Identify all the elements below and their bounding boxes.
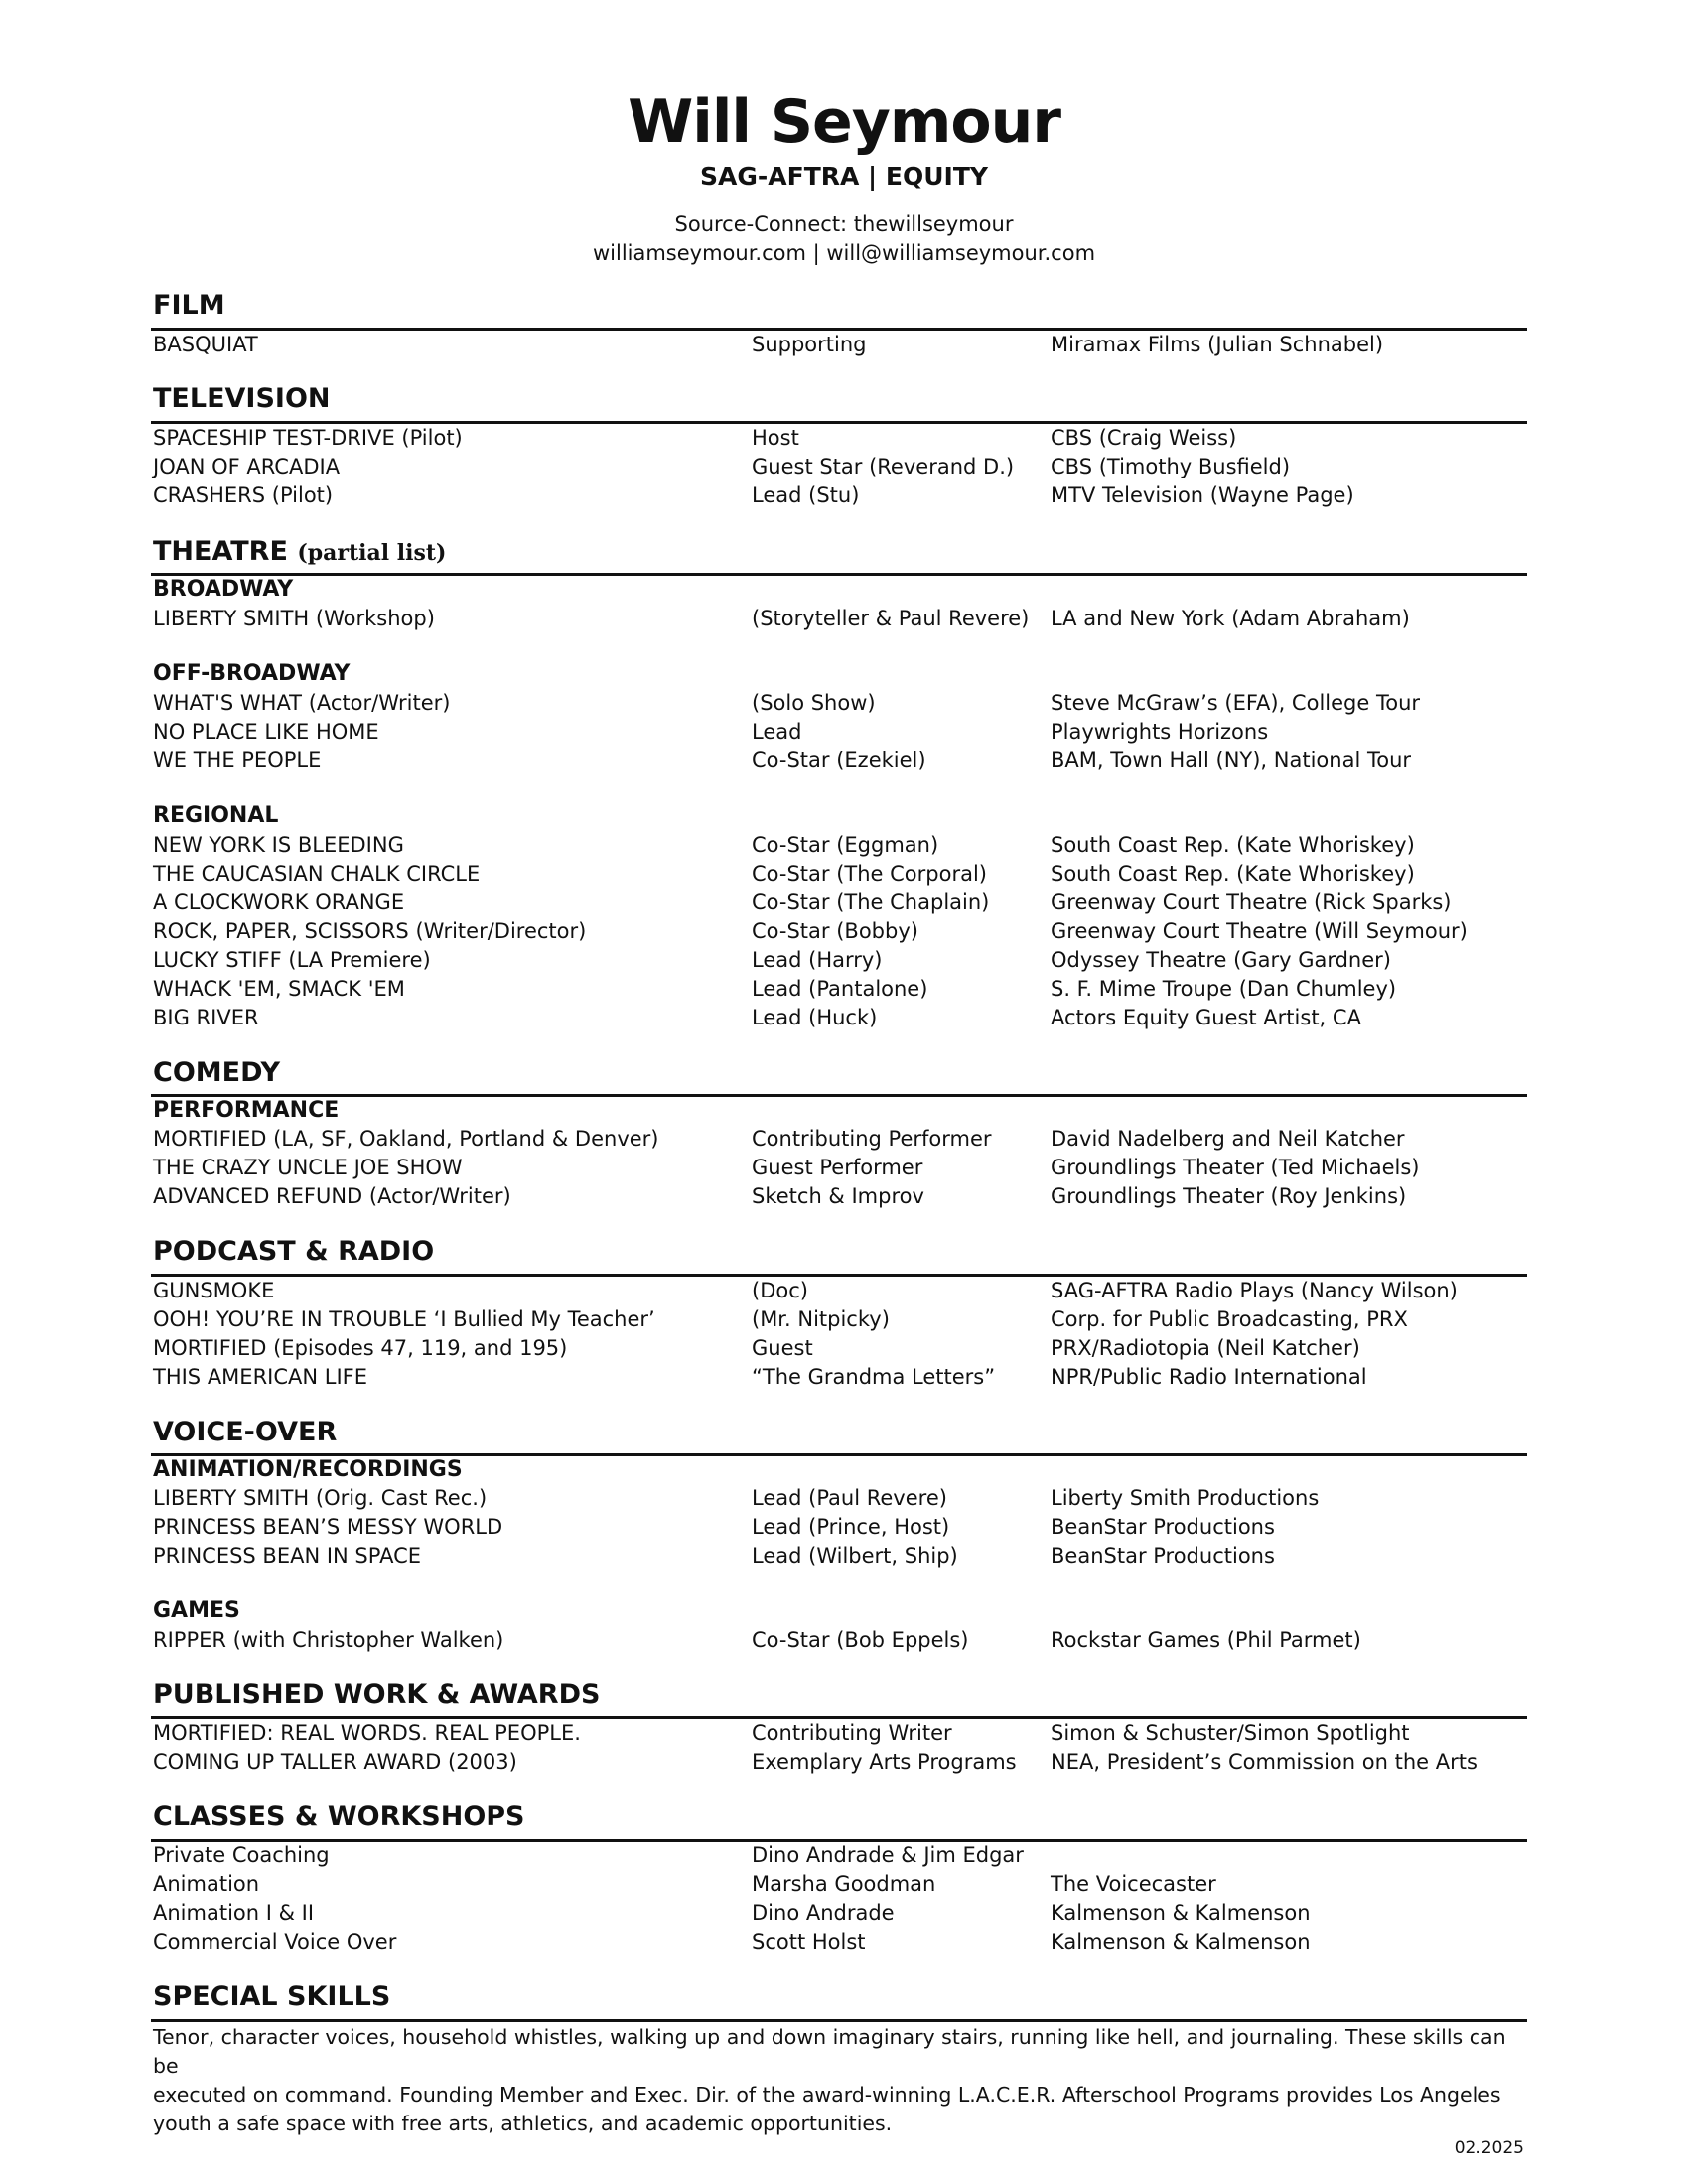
credit-role: Lead (Harry) xyxy=(752,948,883,972)
credit-row xyxy=(0,1336,1688,1365)
website-email: williamseymour.com | will@williamseymour.com xyxy=(592,241,1096,265)
credit-title: LIBERTY SMITH (Orig. Cast Rec.) xyxy=(153,1486,488,1510)
class-teacher: Dino Andrade & Jim Edgar xyxy=(752,1843,1024,1867)
credit-row xyxy=(0,607,1688,635)
section-published-title: PUBLISHED WORK & AWARDS xyxy=(153,1679,601,1709)
credit-row xyxy=(0,890,1688,919)
credit-company: SAG-AFTRA Radio Plays (Nancy Wilson) xyxy=(1051,1279,1458,1302)
class-row xyxy=(0,1930,1688,1959)
credit-company: Greenway Court Theatre (Rick Sparks) xyxy=(1051,890,1452,914)
theatre-subtitle: (partial list) xyxy=(297,540,447,566)
credit-title: PRINCESS BEAN’S MESSY WORLD xyxy=(153,1515,503,1539)
credit-title: LUCKY STIFF (LA Premiere) xyxy=(153,948,431,972)
credit-row xyxy=(0,1156,1688,1184)
credit-title: NEW YORK IS BLEEDING xyxy=(153,833,404,857)
subhead-broadway: BROADWAY xyxy=(153,577,294,602)
credit-row xyxy=(0,1750,1688,1779)
section-podcast-title: PODCAST & RADIO xyxy=(153,1236,435,1267)
credit-title: SPACESHIP TEST-DRIVE (Pilot) xyxy=(153,426,463,450)
credit-role: “The Grandma Letters” xyxy=(752,1365,996,1389)
credit-title: THE CRAZY UNCLE JOE SHOW xyxy=(153,1156,463,1179)
section-film-title: FILM xyxy=(153,290,225,321)
source-connect: Source-Connect: thewillseymour xyxy=(674,212,1014,236)
credit-title: CRASHERS (Pilot) xyxy=(153,483,334,507)
credit-title: PRINCESS BEAN IN SPACE xyxy=(153,1544,422,1568)
credit-row xyxy=(0,977,1688,1006)
credit-row xyxy=(0,948,1688,977)
credit-row xyxy=(0,1279,1688,1307)
class-row xyxy=(0,1843,1688,1872)
credit-company: David Nadelberg and Neil Katcher xyxy=(1051,1127,1405,1151)
credit-role: (Doc) xyxy=(752,1279,808,1302)
credit-company: BeanStar Productions xyxy=(1051,1544,1275,1568)
credit-title: WE THE PEOPLE xyxy=(153,749,322,772)
class-name: Animation I & II xyxy=(153,1901,315,1925)
credit-company: Rockstar Games (Phil Parmet) xyxy=(1051,1628,1361,1652)
credit-company: Greenway Court Theatre (Will Seymour) xyxy=(1051,919,1468,943)
skills-line: Tenor, character voices, household whistles, walking up and down imaginary stairs, running like hell, and journaling. These skills can be xyxy=(153,2025,1506,2078)
credit-role: Lead (Stu) xyxy=(752,483,860,507)
credit-role: Exemplary Arts Programs xyxy=(752,1750,1017,1774)
credit-company: Steve McGraw’s (EFA), College Tour xyxy=(1051,691,1421,715)
section-divider xyxy=(151,1716,1527,1719)
credit-row xyxy=(0,455,1688,483)
credit-row xyxy=(0,749,1688,777)
credit-title: GUNSMOKE xyxy=(153,1279,275,1302)
credit-role: (Storyteller & Paul Revere) xyxy=(752,607,1030,630)
credit-title: OOH! YOU’RE IN TROUBLE ‘I Bullied My Teacher’ xyxy=(153,1307,655,1331)
class-teacher: Marsha Goodman xyxy=(752,1872,936,1896)
credit-row xyxy=(0,1486,1688,1515)
credit-role: (Mr. Nitpicky) xyxy=(752,1307,890,1331)
credit-row xyxy=(0,1721,1688,1750)
credit-company: PRX/Radiotopia (Neil Katcher) xyxy=(1051,1336,1360,1360)
credit-company: NPR/Public Radio International xyxy=(1051,1365,1367,1389)
credit-role: Co-Star (The Chaplain) xyxy=(752,890,990,914)
section-divider xyxy=(151,2019,1527,2022)
credit-company: BAM, Town Hall (NY), National Tour xyxy=(1051,749,1412,772)
credit-role: Guest Performer xyxy=(752,1156,923,1179)
credit-title: BASQUIAT xyxy=(153,333,258,356)
subhead-games: GAMES xyxy=(153,1598,240,1623)
credit-title: JOAN OF ARCADIA xyxy=(153,455,341,478)
class-name: Animation xyxy=(153,1872,260,1896)
section-skills-title: SPECIAL SKILLS xyxy=(153,1981,391,2012)
credit-role: Contributing Performer xyxy=(752,1127,992,1151)
class-row xyxy=(0,1901,1688,1930)
class-teacher: Scott Holst xyxy=(752,1930,866,1954)
skills-line: youth a safe space with free arts, athletics, and academic opportunities. xyxy=(153,2112,893,2135)
section-divider xyxy=(151,1094,1527,1097)
class-venue: Kalmenson & Kalmenson xyxy=(1051,1901,1311,1925)
credit-company: Groundlings Theater (Roy Jenkins) xyxy=(1051,1184,1407,1208)
credit-row xyxy=(0,483,1688,512)
class-venue: The Voicecaster xyxy=(1051,1872,1216,1896)
credit-role: Guest Star (Reverand D.) xyxy=(752,455,1015,478)
credit-title: NO PLACE LIKE HOME xyxy=(153,720,379,744)
class-name: Private Coaching xyxy=(153,1843,330,1867)
section-theatre-title xyxy=(153,536,446,567)
credit-title: MORTIFIED (LA, SF, Oakland, Portland & Denver) xyxy=(153,1127,659,1151)
credit-company: South Coast Rep. (Kate Whoriskey) xyxy=(1051,833,1415,857)
section-divider xyxy=(151,1453,1527,1456)
credit-role: Contributing Writer xyxy=(752,1721,952,1745)
credit-row xyxy=(0,426,1688,455)
subhead-regional: REGIONAL xyxy=(153,803,279,828)
credit-company: Actors Equity Guest Artist, CA xyxy=(1051,1006,1361,1029)
credit-company: Groundlings Theater (Ted Michaels) xyxy=(1051,1156,1420,1179)
credit-title: THIS AMERICAN LIFE xyxy=(153,1365,368,1389)
credit-row xyxy=(0,1006,1688,1034)
subhead-off-broadway: OFF-BROADWAY xyxy=(153,661,351,686)
credit-row xyxy=(0,1365,1688,1394)
credit-title: COMING UP TALLER AWARD (2003) xyxy=(153,1750,517,1774)
credit-company: Corp. for Public Broadcasting, PRX xyxy=(1051,1307,1408,1331)
credit-role: Co-Star (Eggman) xyxy=(752,833,939,857)
credit-role: Lead xyxy=(752,720,802,744)
credit-row xyxy=(0,833,1688,862)
credit-company: Odyssey Theatre (Gary Gardner) xyxy=(1051,948,1391,972)
skills-line: executed on command. Founding Member and Exec. Dir. of the award-winning L.A.C.E.R. Afterschool Programs provides Los Angeles xyxy=(153,2083,1501,2107)
credit-row xyxy=(0,862,1688,890)
credit-company: Playwrights Horizons xyxy=(1051,720,1269,744)
credit-role: Supporting xyxy=(752,333,867,356)
class-name: Commercial Voice Over xyxy=(153,1930,397,1954)
credit-title: WHAT'S WHAT (Actor/Writer) xyxy=(153,691,451,715)
credit-company: NEA, President’s Commission on the Arts xyxy=(1051,1750,1477,1774)
contact-block xyxy=(0,210,1688,268)
credit-title: RIPPER (with Christopher Walken) xyxy=(153,1628,504,1652)
class-venue: Kalmenson & Kalmenson xyxy=(1051,1930,1311,1954)
credit-role: Lead (Prince, Host) xyxy=(752,1515,950,1539)
credit-title: BIG RIVER xyxy=(153,1006,259,1029)
section-divider xyxy=(151,421,1527,424)
credit-row xyxy=(0,919,1688,948)
credit-company: Miramax Films (Julian Schnabel) xyxy=(1051,333,1384,356)
section-voiceover-title: VOICE-OVER xyxy=(153,1417,338,1447)
credit-role: Co-Star (Bobby) xyxy=(752,919,918,943)
union-affiliations: SAG-AFTRA | EQUITY xyxy=(700,162,988,191)
credit-company: CBS (Craig Weiss) xyxy=(1051,426,1237,450)
credit-company: MTV Television (Wayne Page) xyxy=(1051,483,1354,507)
credit-row xyxy=(0,1628,1688,1657)
skills-paragraph xyxy=(153,2023,1527,2138)
credit-title: THE CAUCASIAN CHALK CIRCLE xyxy=(153,862,481,886)
subhead-performance: PERFORMANCE xyxy=(153,1098,340,1123)
credit-company: BeanStar Productions xyxy=(1051,1515,1275,1539)
credit-title: LIBERTY SMITH (Workshop) xyxy=(153,607,435,630)
credit-row xyxy=(0,1515,1688,1544)
credit-role: (Solo Show) xyxy=(752,691,876,715)
credit-row xyxy=(0,333,1688,361)
section-divider xyxy=(151,1839,1527,1842)
credit-row xyxy=(0,1544,1688,1572)
credit-role: Co-Star (The Corporal) xyxy=(752,862,987,886)
class-teacher: Dino Andrade xyxy=(752,1901,895,1925)
credit-row xyxy=(0,691,1688,720)
credit-company: Liberty Smith Productions xyxy=(1051,1486,1320,1510)
section-television-title: TELEVISION xyxy=(153,383,331,414)
credit-company: LA and New York (Adam Abraham) xyxy=(1051,607,1410,630)
credit-role: Lead (Wilbert, Ship) xyxy=(752,1544,958,1568)
section-divider xyxy=(151,1274,1527,1277)
credit-role: Co-Star (Ezekiel) xyxy=(752,749,926,772)
credit-role: Host xyxy=(752,426,799,450)
credit-title: ROCK, PAPER, SCISSORS (Writer/Director) xyxy=(153,919,587,943)
credit-role: Lead (Huck) xyxy=(752,1006,878,1029)
credit-title: MORTIFIED: REAL WORDS. REAL PEOPLE. xyxy=(153,1721,581,1745)
section-comedy-title: COMEDY xyxy=(153,1057,281,1088)
credit-title: A CLOCKWORK ORANGE xyxy=(153,890,405,914)
credit-company: South Coast Rep. (Kate Whoriskey) xyxy=(1051,862,1415,886)
credit-row xyxy=(0,1307,1688,1336)
subhead-animation: ANIMATION/RECORDINGS xyxy=(153,1457,463,1482)
section-classes-title: CLASSES & WORKSHOPS xyxy=(153,1801,525,1832)
actor-name: Will Seymour xyxy=(628,87,1060,157)
credit-role: Co-Star (Bob Eppels) xyxy=(752,1628,969,1652)
credit-title: ADVANCED REFUND (Actor/Writer) xyxy=(153,1184,511,1208)
section-divider xyxy=(151,573,1527,576)
credit-role: Lead (Pantalone) xyxy=(752,977,928,1001)
credit-row xyxy=(0,720,1688,749)
class-row xyxy=(0,1872,1688,1901)
credit-row xyxy=(0,1184,1688,1213)
credit-title: WHACK 'EM, SMACK 'EM xyxy=(153,977,405,1001)
revision-date: 02.2025 xyxy=(1454,2138,1524,2158)
credit-role: Guest xyxy=(752,1336,813,1360)
credit-company: Simon & Schuster/Simon Spotlight xyxy=(1051,1721,1410,1745)
credit-role: Lead (Paul Revere) xyxy=(752,1486,947,1510)
credit-role: Sketch & Improv xyxy=(752,1184,924,1208)
theatre-title-text: THEATRE xyxy=(153,536,288,567)
credit-company: CBS (Timothy Busfield) xyxy=(1051,455,1291,478)
credit-company: S. F. Mime Troupe (Dan Chumley) xyxy=(1051,977,1397,1001)
credit-row xyxy=(0,1127,1688,1156)
credit-title: MORTIFIED (Episodes 47, 119, and 195) xyxy=(153,1336,568,1360)
section-divider xyxy=(151,328,1527,331)
